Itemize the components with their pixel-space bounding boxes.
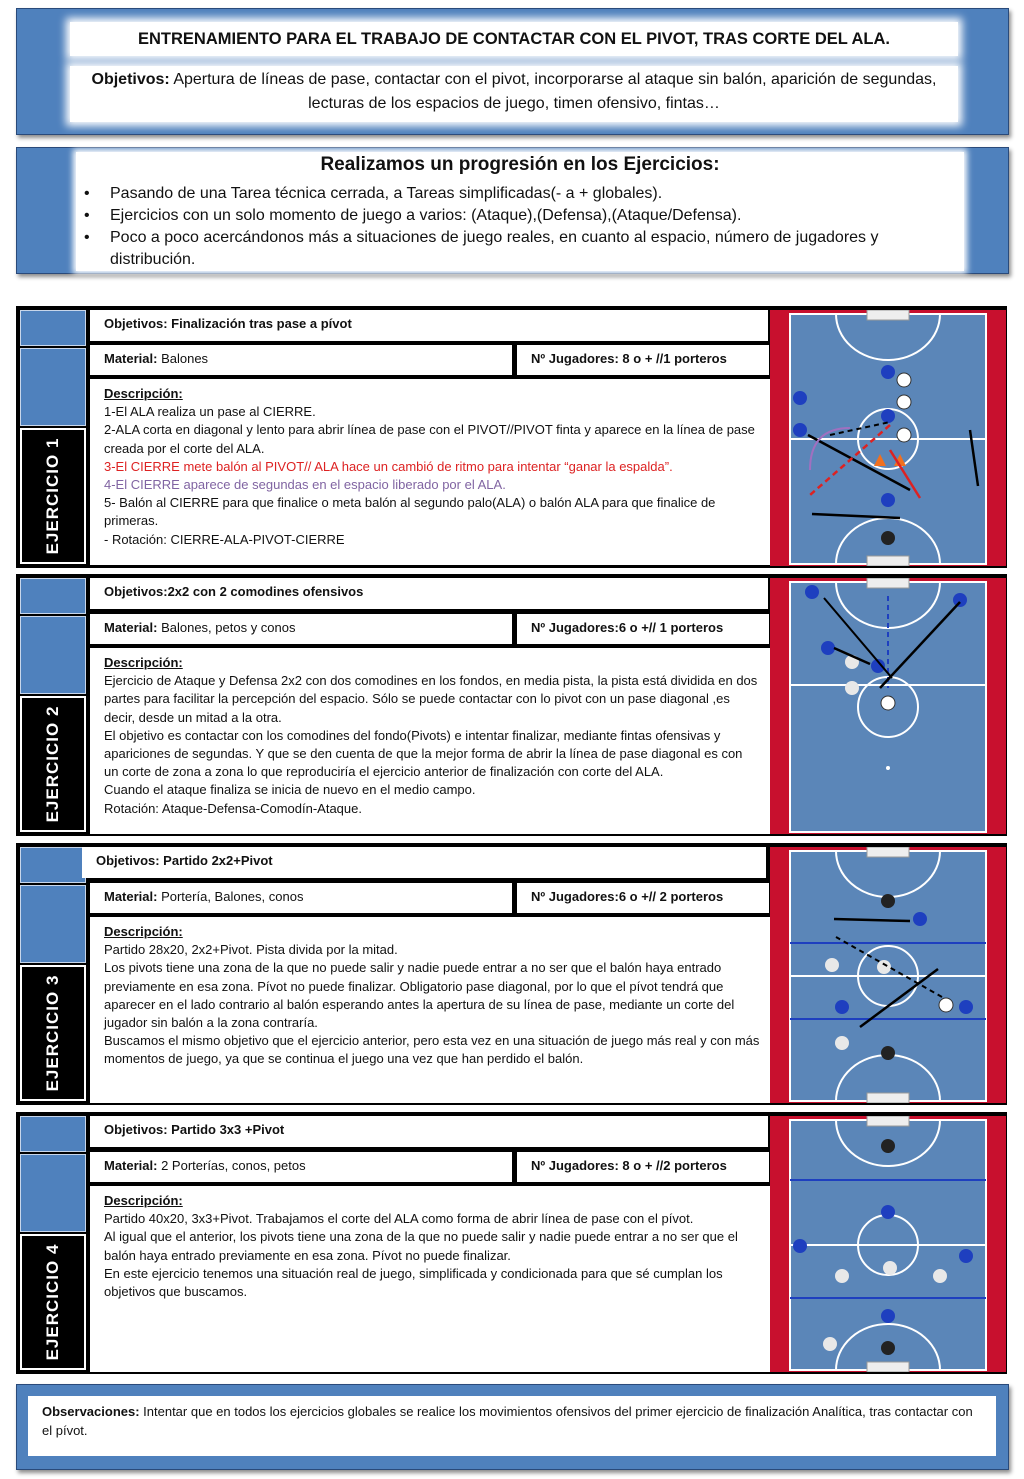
exercise-4-label: EJERCICIO 4	[20, 1234, 86, 1370]
exercise-1-objectives: Objetivos: Finalización tras pase a pívot	[90, 310, 768, 341]
objectives-text: Apertura de líneas de pase, contactar con el pivot, incorporarse al ataque sin balón, aparición de segundas, lecturas de los espacios de juego, timen ofensivo, fintas…	[169, 71, 937, 112]
exercise-3-players: Nº Jugadores:6 o +// 2 porteros	[517, 883, 769, 913]
desc-line: Rotación: Ataque-Defensa-Comodín-Ataque.	[104, 800, 362, 816]
exercise-3-court	[770, 847, 1006, 1103]
observations-box	[28, 1396, 996, 1456]
exercise-2-description: Descripción: Ejercicio de Ataque y Defensa 2x2 con dos comodines en los fondos, en media pista, la pista está dividida en dos partes para facilitar la percepción del espacio. Sólo se puede contactar con lo pivot con un pase diagonal ,es decir, desde un mitad a la otra. El objetivo es contactar con los comodines del fondo(Pivots) e intentar finalizar, mediante fintas ofensivas y apariciones de segundas. Y que se den cuenta de que la mejor forma de abrir la línea de pase diagonal es con un corte de zona a zona lo que reproduciría el ejercicio anterior de finalización con corte del ALA. Cuando el ataque finaliza se inicia de nuevo en el medio campo. Rotación: Ataque-Defensa-Comodín-Ataque.	[90, 648, 770, 834]
exercise-1-square	[20, 310, 86, 346]
exercise-4-square	[20, 1154, 86, 1232]
desc-line: Ejercicio de Ataque y Defensa 2x2 con dos comodines en los fondos, en media pista, la pista está dividida en dos partes para facilitar la percepción del espacio. Sólo se puede contactar con lo pivot con un pase diagonal ,es decir, desde un mitad a la otra.	[104, 673, 758, 725]
exercise-1-material: Material: Balones	[90, 345, 512, 375]
desc-line: 2-ALA corta en diagonal y lento para abrir línea de pase con el PIVOT//PIVOT finta y aparece en la línea de pase creada por el corte del ALA.	[104, 422, 755, 456]
exercise-2-court	[770, 578, 1006, 834]
exercise-4-square	[20, 1116, 86, 1152]
desc-line: En este ejercicio tenemos una situación real de juego, simplificada y condicionada para que sé cumplan los objetivos que buscamos.	[104, 1265, 723, 1300]
desc-line: 5- Balón al CIERRE para que finalice o meta balón al segundo palo(ALA) o balón ALA para que finalice de primeras.	[104, 495, 716, 529]
exercise-4-objectives: Objetivos: Partido 3x3 +Pivot	[90, 1116, 768, 1147]
objectives-label: Objetivos:	[91, 71, 170, 88]
exercise-1-description: Descripción: 1-El ALA realiza un pase al CIERRE. 2-ALA corta en diagonal y lento para abrir línea de pase con el PIVOT//PIVOT finta y aparece en la línea de pase creada por el corte del ALA. 3-El CIERRE mete balón al PIVOT// ALA hace un cambió de ritmo para intentar “ganar la espalda”. 4-El CIERRE aparece de segundas en el espacio liberado por el ALA. 5- Balón al CIERRE para que finalice o meta balón al segundo palo(ALA) o balón ALA para que finalice de primeras. - Rotación: CIERRE-ALA-PIVOT-CIERRE	[90, 379, 770, 565]
goalkeeper-icon	[881, 894, 895, 908]
exercise-3-label: EJERCICIO 3	[20, 965, 86, 1101]
ball-icon	[939, 998, 953, 1012]
page-title: ENTRENAMIENTO PARA EL TRABAJO DE CONTACTAR CON EL PIVOT, TRAS CORTE DEL ALA.	[70, 22, 958, 56]
exercise-2-material: Material: Balones, petos y conos	[90, 614, 512, 644]
desc-line: Partido 40x20, 3x3+Pivot. Trabajamos el corte del ALA como forma de abrir línea de pase con el pívot.	[104, 1211, 694, 1227]
desc-line: Partido 28x20, 2x2+Pivot. Pista divida por la mitad.	[104, 942, 398, 958]
exercise-3-objectives: Objetivos: Partido 2x2+Pivot	[82, 847, 766, 878]
list-item: • Ejercicios con un solo momento de juego a varios: (Ataque),(Defensa),(Ataque/Defensa).	[84, 205, 954, 227]
desc-line: 3-El CIERRE mete balón al PIVOT// ALA hace un cambió de ritmo para intentar “ganar la espalda”.	[104, 458, 673, 474]
exercise-2-players: Nº Jugadores:6 o +// 1 porteros	[517, 614, 769, 644]
ball-icon	[897, 373, 911, 442]
header-objectives	[70, 66, 958, 122]
exercise-4-players: Nº Jugadores: 8 o + //2 porteros	[517, 1152, 769, 1182]
exercise-4-material: Material: 2 Porterías, conos, petos	[90, 1152, 512, 1182]
exercise-1-label: EJERCICIO 1	[20, 428, 86, 564]
exercise-3-square	[20, 885, 86, 963]
desc-line: El objetivo es contactar con los comodines del fondo(Pivots) e intentar finalizar, mediante fintas ofensivas y apariciones de segundas. Y que se den cuenta de que la mejor forma de abrir la línea de pase diagonal es con un corte de zona a zona lo que reproduciría el ejercicio anterior de finalización con corte del ALA.	[104, 727, 743, 780]
exercise-4-description: Descripción: Partido 40x20, 3x3+Pivot. Trabajamos el corte del ALA como forma de abrir línea de pase con el pívot. Al igual que el anterior, los pivots tiene una zona de la que no puede salir y nadie puede entrar a no ser que el balón haya entrado previamente en esa zona. Pívot no puede finalizar. En este ejercicio tenemos una situación real de juego, simplificada y condicionada para que sé cumplan los objetivos que buscamos.	[90, 1186, 770, 1372]
desc-line: Al igual que el anterior, los pivots tiene una zona de la que no puede salir y nadie puede entrar a no ser que el balón haya entrado previamente en esa zona. Pívot no puede finalizar.	[104, 1229, 738, 1263]
goalkeeper-icon	[881, 531, 895, 545]
exercise-2-square	[20, 578, 86, 614]
exercise-1-court	[770, 310, 1006, 566]
desc-line: Cuando el ataque finaliza se inicia de nuevo en el medio campo.	[104, 782, 476, 798]
exercise-4-court	[770, 1116, 1006, 1372]
exercise-3-description: Descripción: Partido 28x20, 2x2+Pivot. Pista divida por la mitad. Los pivots tiene una zona de la que no puede salir y nadie puede entrar a no ser que el balón haya entrado previamente en esa zona. Pívot no puede finalizar. Obligatorio pase diagonal, por lo que el pívot tendrá que aparecer en el lado contrario al balón esperando antes la apertura de su línea de pase, mediante un corte del jugador sin balón a la zona contraría. Buscamos el mismo objetivo que el ejercicio anterior, pero esta vez en una situación de juego más real y con más momentos de juego, ya que se continua el juego una vez que han perdido el balón.	[90, 917, 770, 1103]
goalkeeper-icon	[881, 1341, 895, 1355]
progression-title: Realizamos un progresión en los Ejercicios:	[320, 154, 720, 175]
desc-line: 1-El ALA realiza un pase al CIERRE.	[104, 404, 316, 420]
observations-label: Observaciones:	[42, 1404, 140, 1419]
goalkeeper-icon	[881, 1139, 895, 1153]
list-item: • Poco a poco acercándonos más a situaciones de juego reales, en cuanto al espacio, número de jugadores y distribución.	[84, 227, 954, 271]
exercise-2-square	[20, 616, 86, 694]
exercise-1-square	[20, 348, 86, 426]
desc-line: - Rotación: CIERRE-ALA-PIVOT-CIERRE	[104, 531, 345, 547]
list-item: • Pasando de una Tarea técnica cerrada, a Tareas simplificadas(- a + globales).	[84, 183, 954, 205]
exercise-1-players: Nº Jugadores: 8 o + //1 porteros	[517, 345, 769, 375]
observations-text: Intentar que en todos los ejercicios globales se realice los movimientos ofensivos del primer ejercicio de finalización Analítica, tras contactar con el pívot.	[42, 1404, 973, 1438]
exercise-2-objectives: Objetivos:2x2 con 2 comodines ofensivos	[90, 578, 768, 609]
exercise-2-label: EJERCICIO 2	[20, 696, 86, 832]
exercise-3-material: Material: Portería, Balones, conos	[90, 883, 512, 913]
desc-line: 4-El CIERRE aparece de segundas en el espacio liberado por el ALA.	[104, 477, 506, 493]
ball-icon	[881, 696, 895, 710]
desc-line: Buscamos el mismo objetivo que el ejercicio anterior, pero esta vez en una situación de juego más real y con más momentos de juego, ya que se continua el juego una vez que han perdido el balón.	[104, 1033, 760, 1067]
progression-list	[84, 183, 954, 271]
goalkeeper-icon	[881, 1046, 895, 1060]
exercise-3-square	[20, 847, 86, 883]
desc-line: Los pivots tiene una zona de la que no puede salir y nadie puede entrar a no ser que el balón haya entrado previamente en esa zona. Pívot no puede finalizar. Obligatorio pase diagonal, por lo que el pívot tendrá que aparecer en el lado contrario al balón esperando antes la apertura de su línea de pase, mediante un corte del jugador sin balón a la zona contraría.	[104, 960, 735, 1031]
